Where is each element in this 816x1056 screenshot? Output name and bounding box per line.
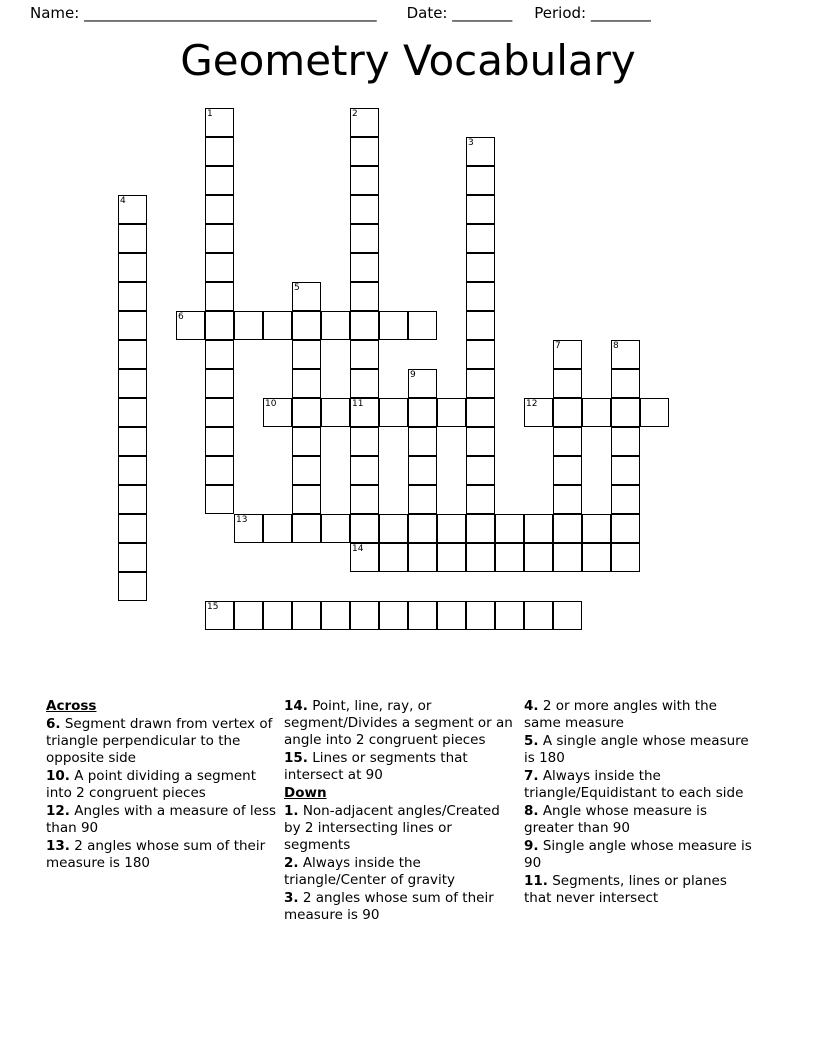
- crossword-cell[interactable]: [408, 369, 437, 398]
- crossword-cell[interactable]: [234, 601, 263, 630]
- crossword-cell[interactable]: [611, 427, 640, 456]
- crossword-cell[interactable]: [205, 485, 234, 514]
- cell-number: 5: [294, 283, 300, 293]
- crossword-cell[interactable]: [292, 311, 321, 340]
- crossword-cell[interactable]: [205, 282, 234, 311]
- clue-number: 4.: [524, 698, 539, 714]
- crossword-cell[interactable]: [321, 398, 350, 427]
- crossword-cell[interactable]: [437, 398, 466, 427]
- crossword-cell[interactable]: [350, 108, 379, 137]
- cell-number: 3: [468, 138, 474, 148]
- crossword-cell[interactable]: [495, 601, 524, 630]
- clue-column-right: [524, 698, 762, 958]
- crossword-cell[interactable]: [205, 224, 234, 253]
- crossword-cell[interactable]: [611, 398, 640, 427]
- crossword-cell[interactable]: [379, 514, 408, 543]
- clue-number: 7.: [524, 768, 539, 784]
- crossword-cell[interactable]: [118, 311, 147, 340]
- crossword-cell[interactable]: [553, 427, 582, 456]
- crossword-cell[interactable]: [611, 456, 640, 485]
- crossword-cell[interactable]: [292, 282, 321, 311]
- crossword-cell[interactable]: [118, 340, 147, 369]
- clue-text: A point dividing a segment into 2 congruent pieces: [46, 768, 257, 801]
- crossword-cell[interactable]: [205, 166, 234, 195]
- crossword-cell[interactable]: [263, 601, 292, 630]
- clues-area: [46, 698, 776, 958]
- cell-number: 2: [352, 109, 358, 119]
- crossword-cell[interactable]: [379, 601, 408, 630]
- crossword-cell[interactable]: [495, 543, 524, 572]
- crossword-cell[interactable]: [350, 166, 379, 195]
- crossword-cell[interactable]: [524, 398, 553, 427]
- clue-down-2: [284, 855, 518, 889]
- crossword-cell[interactable]: [611, 514, 640, 543]
- clue-text: Segments, lines or planes that never intersect: [524, 873, 727, 906]
- crossword-cell[interactable]: [118, 427, 147, 456]
- crossword-cell[interactable]: [350, 369, 379, 398]
- crossword-cell[interactable]: [292, 369, 321, 398]
- crossword-cell[interactable]: [408, 514, 437, 543]
- cell-number: 4: [120, 196, 126, 206]
- crossword-cell[interactable]: [350, 224, 379, 253]
- crossword-cell[interactable]: [553, 601, 582, 630]
- cell-number: 12: [526, 399, 538, 409]
- crossword-cell[interactable]: [350, 485, 379, 514]
- crossword-cell[interactable]: [118, 485, 147, 514]
- crossword-cell[interactable]: [118, 195, 147, 224]
- name-field-label[interactable]: Name: _______________________________________: [30, 4, 377, 22]
- clue-text: Always inside the triangle/Center of gravity: [284, 855, 456, 888]
- crossword-cell[interactable]: [205, 108, 234, 137]
- crossword-cell[interactable]: [379, 398, 408, 427]
- down-heading: Down: [284, 785, 327, 801]
- clue-text: Single angle whose measure is 90: [524, 838, 752, 871]
- clue-text: A single angle whose measure is 180: [524, 733, 749, 766]
- crossword-cell[interactable]: [350, 311, 379, 340]
- cell-number: 15: [207, 602, 219, 612]
- crossword-cell[interactable]: [553, 369, 582, 398]
- crossword-cell[interactable]: [553, 543, 582, 572]
- student-info-header: [0, 0, 816, 26]
- clue-text: Segment drawn from vertex of triangle perpendicular to the opposite side: [46, 716, 273, 766]
- crossword-cell[interactable]: [437, 514, 466, 543]
- crossword-cell[interactable]: [292, 398, 321, 427]
- crossword-cell[interactable]: [292, 601, 321, 630]
- crossword-cell[interactable]: [466, 369, 495, 398]
- clue-number: 8.: [524, 803, 539, 819]
- crossword-cell[interactable]: [466, 601, 495, 630]
- clue-down-3: [284, 890, 518, 924]
- crossword-cell[interactable]: [553, 485, 582, 514]
- crossword-cell[interactable]: [524, 601, 553, 630]
- clue-down-1: [284, 803, 518, 854]
- crossword-cell[interactable]: [263, 514, 292, 543]
- crossword-cell[interactable]: [263, 311, 292, 340]
- crossword-cell[interactable]: [524, 514, 553, 543]
- crossword-cell[interactable]: [205, 253, 234, 282]
- clue-number: 13.: [46, 838, 70, 854]
- clue-across-6: [46, 716, 278, 767]
- crossword-cell[interactable]: [640, 398, 669, 427]
- cell-number: 13: [236, 515, 248, 525]
- crossword-cell[interactable]: [611, 485, 640, 514]
- crossword-cell[interactable]: [495, 514, 524, 543]
- clue-text: Point, line, ray, or segment/Divides a segment or an angle into 2 congruent pieces: [284, 698, 513, 748]
- crossword-cell[interactable]: [205, 456, 234, 485]
- crossword-cell[interactable]: [350, 282, 379, 311]
- crossword-cell[interactable]: [553, 340, 582, 369]
- clue-number: 14.: [284, 698, 308, 714]
- clue-down-11: [524, 873, 756, 907]
- crossword-cell[interactable]: [408, 427, 437, 456]
- clue-across-15: [284, 750, 518, 784]
- cell-number: 7: [555, 341, 561, 351]
- clue-column-left: [46, 698, 284, 958]
- crossword-cell[interactable]: [408, 485, 437, 514]
- clue-number: 6.: [46, 716, 61, 732]
- crossword-cell[interactable]: [350, 601, 379, 630]
- clue-down-5: [524, 733, 756, 767]
- clue-text: 2 angles whose sum of their measure is 180: [46, 838, 266, 871]
- clue-number: 9.: [524, 838, 539, 854]
- crossword-cell[interactable]: [408, 311, 437, 340]
- clue-number: 10.: [46, 768, 70, 784]
- crossword-cell[interactable]: [379, 543, 408, 572]
- cell-number: 9: [410, 370, 416, 380]
- crossword-cell[interactable]: [321, 601, 350, 630]
- crossword-cell[interactable]: [350, 137, 379, 166]
- crossword-grid[interactable]: [0, 108, 816, 698]
- clue-down-4: [524, 698, 756, 732]
- crossword-cell[interactable]: [466, 514, 495, 543]
- crossword-cell[interactable]: [466, 166, 495, 195]
- cell-number: 8: [613, 341, 619, 351]
- crossword-cell[interactable]: [350, 514, 379, 543]
- crossword-cell[interactable]: [350, 398, 379, 427]
- clue-text: Always inside the triangle/Equidistant to each side: [524, 768, 744, 801]
- crossword-cell[interactable]: [118, 253, 147, 282]
- crossword-cell[interactable]: [466, 543, 495, 572]
- crossword-cell[interactable]: [350, 253, 379, 282]
- crossword-cell[interactable]: [263, 398, 292, 427]
- crossword-cell[interactable]: [466, 427, 495, 456]
- crossword-cell[interactable]: [466, 253, 495, 282]
- crossword-cell[interactable]: [118, 456, 147, 485]
- crossword-cell[interactable]: [205, 601, 234, 630]
- crossword-cell[interactable]: [350, 427, 379, 456]
- clue-number: 15.: [284, 750, 308, 766]
- crossword-cell[interactable]: [553, 514, 582, 543]
- crossword-cell[interactable]: [205, 398, 234, 427]
- clue-across-14: [284, 698, 518, 749]
- cell-number: 11: [352, 399, 364, 409]
- crossword-cell[interactable]: [582, 398, 611, 427]
- crossword-cell[interactable]: [292, 427, 321, 456]
- crossword-cell[interactable]: [466, 311, 495, 340]
- clue-number: 3.: [284, 890, 299, 906]
- crossword-cell[interactable]: [437, 543, 466, 572]
- crossword-cell[interactable]: [118, 572, 147, 601]
- crossword-cell[interactable]: [350, 195, 379, 224]
- clue-number: 11.: [524, 873, 548, 889]
- crossword-cell[interactable]: [292, 456, 321, 485]
- clue-down-8: [524, 803, 756, 837]
- crossword-cell[interactable]: [466, 195, 495, 224]
- clue-number: 1.: [284, 803, 299, 819]
- crossword-cell[interactable]: [524, 543, 553, 572]
- crossword-cell[interactable]: [408, 601, 437, 630]
- crossword-cell[interactable]: [466, 340, 495, 369]
- crossword-cell[interactable]: [611, 369, 640, 398]
- crossword-cell[interactable]: [466, 137, 495, 166]
- crossword-cell[interactable]: [118, 282, 147, 311]
- crossword-cell[interactable]: [176, 311, 205, 340]
- crossword-cell[interactable]: [379, 311, 408, 340]
- crossword-cell[interactable]: [437, 601, 466, 630]
- crossword-cell[interactable]: [292, 485, 321, 514]
- crossword-cell[interactable]: [292, 514, 321, 543]
- crossword-cell[interactable]: [118, 224, 147, 253]
- clue-number: 12.: [46, 803, 70, 819]
- crossword-cell[interactable]: [321, 311, 350, 340]
- crossword-cell[interactable]: [466, 485, 495, 514]
- crossword-cell[interactable]: [611, 340, 640, 369]
- cell-number: 6: [178, 312, 184, 322]
- clue-across-13: [46, 838, 278, 872]
- crossword-cell[interactable]: [466, 398, 495, 427]
- clue-number: 5.: [524, 733, 539, 749]
- crossword-cell[interactable]: [466, 224, 495, 253]
- clue-text: 2 or more angles with the same measure: [524, 698, 717, 731]
- crossword-cell[interactable]: [321, 514, 350, 543]
- cell-number: 14: [352, 544, 364, 554]
- crossword-cell[interactable]: [205, 427, 234, 456]
- crossword-cell[interactable]: [350, 543, 379, 572]
- crossword-cell[interactable]: [350, 456, 379, 485]
- clue-down-7: [524, 768, 756, 802]
- across-heading: Across: [46, 698, 97, 714]
- clue-text: Angles with a measure of less than 90: [46, 803, 277, 836]
- clue-across-12: [46, 803, 278, 837]
- crossword-cell[interactable]: [582, 543, 611, 572]
- crossword-cell[interactable]: [553, 456, 582, 485]
- crossword-cell[interactable]: [234, 514, 263, 543]
- crossword-cell[interactable]: [466, 282, 495, 311]
- crossword-cell[interactable]: [118, 398, 147, 427]
- crossword-cell[interactable]: [118, 543, 147, 572]
- crossword-cell[interactable]: [205, 369, 234, 398]
- crossword-cell[interactable]: [292, 340, 321, 369]
- crossword-cell[interactable]: [466, 456, 495, 485]
- cell-number: 1: [207, 109, 213, 119]
- page-title: Geometry Vocabulary: [180, 36, 636, 85]
- crossword-cell[interactable]: [118, 514, 147, 543]
- clue-across-10: [46, 768, 278, 802]
- crossword-cell[interactable]: [118, 369, 147, 398]
- period-field-label[interactable]: Period: ________: [534, 4, 651, 22]
- clue-column-middle: [284, 698, 524, 958]
- crossword-cell[interactable]: [611, 543, 640, 572]
- crossword-cell[interactable]: [205, 311, 234, 340]
- clue-text: Non-adjacent angles/Created by 2 intersecting lines or segments: [284, 803, 500, 853]
- crossword-cell[interactable]: [408, 543, 437, 572]
- crossword-cell[interactable]: [408, 398, 437, 427]
- crossword-cell[interactable]: [553, 398, 582, 427]
- crossword-cell[interactable]: [205, 137, 234, 166]
- crossword-cell[interactable]: [234, 311, 263, 340]
- crossword-cell[interactable]: [205, 195, 234, 224]
- cell-number: 10: [265, 399, 277, 409]
- clue-text: 2 angles whose sum of their measure is 90: [284, 890, 494, 923]
- clue-text: Lines or segments that intersect at 90: [284, 750, 468, 783]
- clue-text: Angle whose measure is greater than 90: [524, 803, 707, 836]
- date-field-label[interactable]: Date: ________: [406, 4, 513, 22]
- crossword-cell[interactable]: [205, 340, 234, 369]
- crossword-cell[interactable]: [350, 340, 379, 369]
- clue-down-9: [524, 838, 756, 872]
- crossword-cell[interactable]: [582, 514, 611, 543]
- clue-number: 2.: [284, 855, 299, 871]
- crossword-cell[interactable]: [408, 456, 437, 485]
